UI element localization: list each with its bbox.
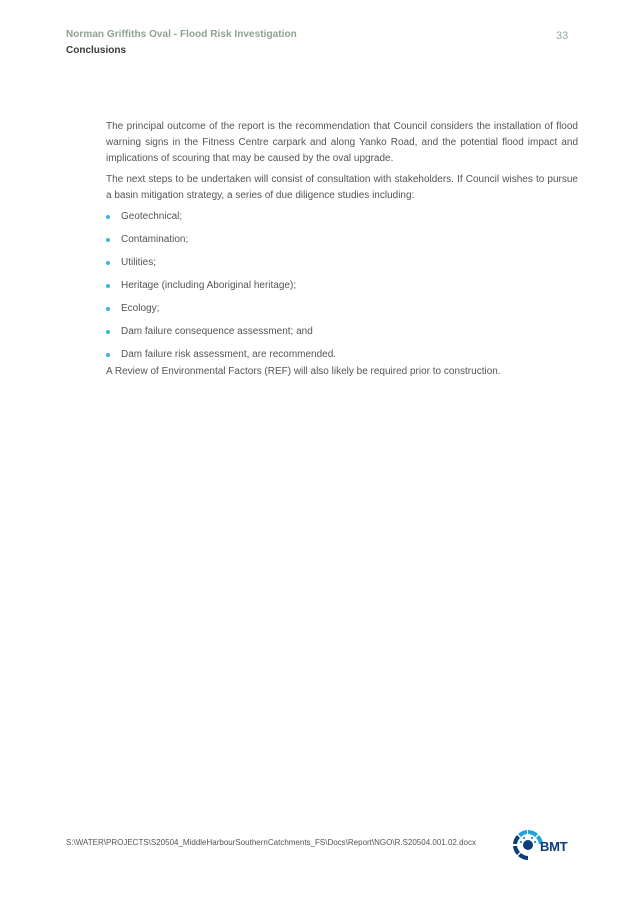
bmt-logo	[511, 828, 577, 862]
footer-file-path: S:\WATER\PROJECTS\S20504_MiddleHarbourSouthernCatchments_FS\Docs\Report\NGO\R.S20504.001.02.docx	[66, 838, 476, 847]
paragraph-principal-outcome: The principal outcome of the report is the recommendation that Council considers the installation of flood warning signs in the Fitness Centre carpark and along Yanko Road, and the potential flood impact and implications of scouring that may be caused by the oval upgrade.	[106, 121, 578, 164]
bullet-icon	[106, 238, 110, 242]
list-item	[106, 255, 578, 271]
list-item-text: Heritage (including Aboriginal heritage);	[121, 280, 297, 291]
paragraph-ref: A Review of Environmental Factors (REF) will also likely be required prior to construction.	[106, 366, 501, 377]
list-item	[106, 232, 578, 248]
bullet-icon	[106, 353, 110, 357]
bullet-icon	[106, 284, 110, 288]
main-content	[106, 119, 578, 385]
list-item	[106, 347, 578, 363]
list-item-text: Dam failure risk assessment, are recommended.	[121, 349, 337, 360]
list-item	[106, 209, 578, 225]
bullet-icon	[106, 261, 110, 265]
list-item-text: Contamination;	[121, 234, 189, 245]
page-number: 33	[556, 30, 569, 42]
bullet-icon	[106, 307, 110, 311]
document-title: Norman Griffiths Oval - Flood Risk Investigation	[66, 29, 297, 40]
list-item-text: Ecology;	[121, 303, 160, 314]
list-item	[106, 278, 578, 294]
paragraph-next-steps: The next steps to be undertaken will consist of consultation with stakeholders. If Council wishes to pursue a basin mitigation strategy, a series of due diligence studies including:	[106, 174, 578, 201]
section-title: Conclusions	[66, 45, 127, 56]
bullet-icon	[106, 330, 110, 334]
list-item-text: Utilities;	[121, 257, 157, 268]
bmt-logo-text: BMT	[540, 839, 568, 854]
list-item	[106, 301, 578, 317]
bullet-icon	[106, 215, 110, 219]
due-diligence-list	[106, 209, 578, 363]
list-item	[106, 324, 578, 340]
list-item-text: Dam failure consequence assessment; and	[121, 326, 313, 337]
list-item-text: Geotechnical;	[121, 211, 183, 222]
